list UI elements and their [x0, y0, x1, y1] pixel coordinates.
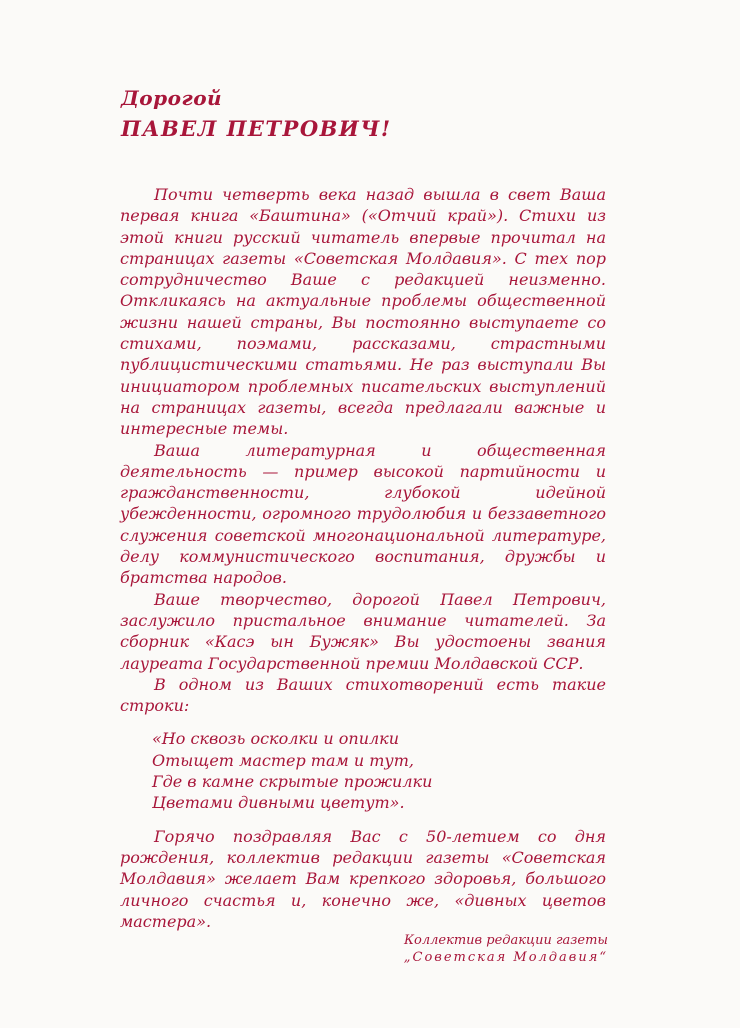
letter-body: [120, 184, 606, 932]
poem-line: Где в камне скрытые прожилки: [152, 772, 433, 792]
signature-block: [404, 932, 608, 966]
poem-line: Отыщет мастер там и тут,: [152, 750, 414, 770]
poem-line: Цветами дивными цветут».: [152, 793, 405, 813]
paragraph-3: Ваше творчество, дорогой Павел Петрович, заслужило пристальное внимание читателей. За сборник «Касэ ын Бужяк» Вы удостоены звания лауреата Государственной премии Молдавской ССР.: [120, 589, 606, 673]
addressee-name: ПАВЕЛ ПЕТРОВИЧ!: [121, 116, 392, 141]
signature-line: Коллектив редакции газеты: [403, 933, 608, 948]
greeting: Дорогой: [121, 86, 223, 110]
signature-newspaper: „Советская Молдавия“: [403, 950, 608, 965]
paragraph-1: Почти четверть века назад вышла в свет Ваша первая книга «Баштина» («Отчий край»). Стихи из этой книги русский читатель впервые прочитал на страницах газеты «Советская Молдавия». С тех пор сотрудничество Ваше с редакцией неизменно. Откликаясь на актуальные проблемы общественной жизни нашей страны, Вы постоянно выступаете со стихами, поэмами, рассказами, страстными публицистическими статьями. Не раз выступали Вы инициатором проблемных писательских выступлений на страницах газеты, всегда предлагали важные и интересные темы.: [120, 185, 606, 439]
poem-quote: [152, 728, 606, 813]
closing-paragraph: Горячо поздравляя Вас с 50-летием со дня рождения, коллектив редакции газеты «Советская Молдавия» желает Вам крепкого здоровья, большого личного счастья и, конечно же, «дивных цветов мастера».: [120, 826, 606, 931]
paragraph-4: В одном из Ваших стихотворений есть такие строки:: [120, 674, 606, 716]
paragraph-2: Ваша литературная и общественная деятельность — пример высокой партийности и гражданственности, глубокой идейной убежденности, огромного трудолюбия и беззаветного служения советской многонациональной литературе, делу коммунистического воспитания, дружбы и братства народов.: [120, 440, 606, 588]
poem-line: «Но сквозь осколки и опилки: [152, 729, 400, 749]
